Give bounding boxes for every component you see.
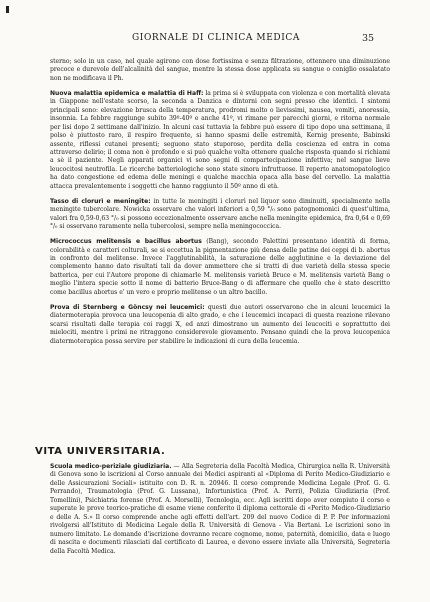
paragraph-continuation xyxy=(50,58,390,83)
running-title: GIORNALE DI CLINICA MEDICA xyxy=(132,33,300,43)
paragraph-heading: Micrococcus melitensis e bacillus abortus xyxy=(50,238,202,246)
paragraph-text: (Bang), secondo Palettini presentano identità di forma, colorabilità e caratteri colturali, se si eccettua la pigmentazione più densa delle patine dei ceppi di b. abortus in confronto del melitense. Invece l'agglutinabilità, la saturazione delle agglutinine e la deviazione del complemento hanno dato risultati tali da dover ammettere che si tratti di due varietà della stessa specie batterica, per cui l'Autore propone di chiamarle M. melitensis varietà Bruce e M. melitensis varietà Bang o meglio l'intera specie sotto il nome di batterio Bruce-Bang o di affermare che quello che è stato descritto come bacillus abortus e' un vero e proprio melitense o un altro bacillo. xyxy=(50,238,390,296)
paragraph-text: — Alla Segreteria della Facoltà Medica, Chirurgica nella R. Università di Genova sono le iscrizioni al Corso annuale dei Medici aspiranti al «Diploma di Perito Medico-Giudiziario e delle Assicurazioni Sociali» istituito con D. R. n. 20946. Il corso comprende Medicina Legale (Prof. G. G. Perrando), Traumatologia (Prof. G. Lussana), Infortunistica (Prof. A. Perri), Polizia Giudiziaria (Prof. Tomellini), Psichiatria forense (Prof. A. Morselli), Tecnologia, ecc. Agli iscritti dopo aver compiuto il corso e superate le prove teorico-pratiche di esame viene conferito il diploma cettorale di «Perito Medico-Giudiziario e delle A. S.» Il corso comprende anche agli effetti dell'art. 209 del nuovo Codice di P. P. Per informazioni rivolgersi all'Istituto di Medicina Legale della R. Università di Genova - Via Bertani. Le iscrizioni sono in numero limitato. Le domande d'iscrizione dovranno recare cognome, nome, paternità, domicilio, data e luogo di nascita e documenti rilasciati dal certificato di Laurea, e devono essere inviate alla Università, Segreteria della Facoltà Medica. xyxy=(50,463,390,555)
page-number: 35 xyxy=(362,33,375,44)
paragraph-heading: Prova di Sternberg e Göncsy nei leucemici: xyxy=(50,303,205,311)
paragraph-medical-school xyxy=(50,463,390,556)
running-header xyxy=(0,33,430,47)
paragraph-text: in tutte le meningiti i clorurì nel liquor sono diminuiti, specialmente nella meningite tubercolare. Nowicka osservare che valori inferiori a 0,59 °/₀ sono patognomonici di quest'ultima, valori fra 0,59-0,63 °/₀ si possono eccezionalmente osservare anche nella meningite epidemica, fra 0,64 e 0,69 °/₀ si osservano raramente nella tubercolosi, sempre nella meningococcica. xyxy=(50,197,390,231)
paragraph-melitensis-abortus xyxy=(50,238,390,297)
paragraph-haff-disease xyxy=(50,90,390,191)
paragraph-text: questi due autori osservarono che in alcuni leucemici la diatermoterapia provoca una leucopenia di alto grado, e che i leucemici incapaci di questa reazione rilevano scarsi risultati dalle terapia coi raggi X, ed anzi dimostrano un aumento dei leucociti e soprattutto dei mielociti, mentre i primi ne ritraggono considerevole giovamento. Pensano quindi che la prova leucopenica diatermoterapica possa servire per stabilire le indicazioni di cura della leucemia. xyxy=(50,303,390,345)
paragraph-heading: Nuova malattia epidemica e malattia di Haff: xyxy=(50,89,204,97)
page-edge-mark xyxy=(6,6,9,13)
article-body xyxy=(50,58,390,346)
paragraph-sternberg-goncsy xyxy=(50,304,390,346)
paragraph-chlorides-meningitis xyxy=(50,198,390,232)
section-title: VITA UNIVERSITARIA. xyxy=(35,446,166,457)
paragraph-heading: Scuola medico-periziale giudiziaria. xyxy=(50,463,172,470)
paragraph-text: la prima si è sviluppata con violenza e con mortalità elevata in Giappone nell'estate scorso, la seconda a Danzica e dintorni con segni presso che identici. I sintomi principali sono: elevazione brusca della temperatura, prodromi molto o lievissimi, nausea, vomiti, anoressia, insonnia. La febbre raggiunge subito 39º-40º e anche 41º, vi rimane per parecchi giorni, e ritorna normale per lisi dopo 2 settimane dall'inizio. In alcuni casi tuttavia la febbre può essere di tipo dopo una settimana, il polso è piuttosto raro, il respiro frequente, si hanno spasmi delle estremità, Kernig presente, Babinski assente, riflessi cutanei presenti; seguono stato stuporoso, perdita della coscienza ed entra in coma attraverso delirio; il coma non è profondo e si può qualche volta ottenere qualche risposta quando si richiami a sè il paziente. Negli apparati organici vi sono segni di compartecipazione infettiva; nel sangue lieve leucocitosi neutrofila. Le ricerche batteriologiche sono state sinora infruttuose. Il reperto anatomopatologico ha dato congestione ed edema delle meningi e qualche macchia opaca alla base del cervello. La malattia attacca prevalentemente i soggetti che hanno raggiunto il 50º anno di età. xyxy=(50,89,390,190)
paragraph-text: sterno; solo in un caso, nel quale agirono con dose fortissima e senza filtrazione, ottennero una diminuzione precoce e durevole dell'alcalinità del sangue, mentre la stessa dose applicata su sangue o coniglio ossalatato non ne modificava il Ph. xyxy=(50,58,390,82)
paragraph-heading: Tasso di clorurì e meningite: xyxy=(50,197,151,205)
section-body xyxy=(50,463,390,556)
